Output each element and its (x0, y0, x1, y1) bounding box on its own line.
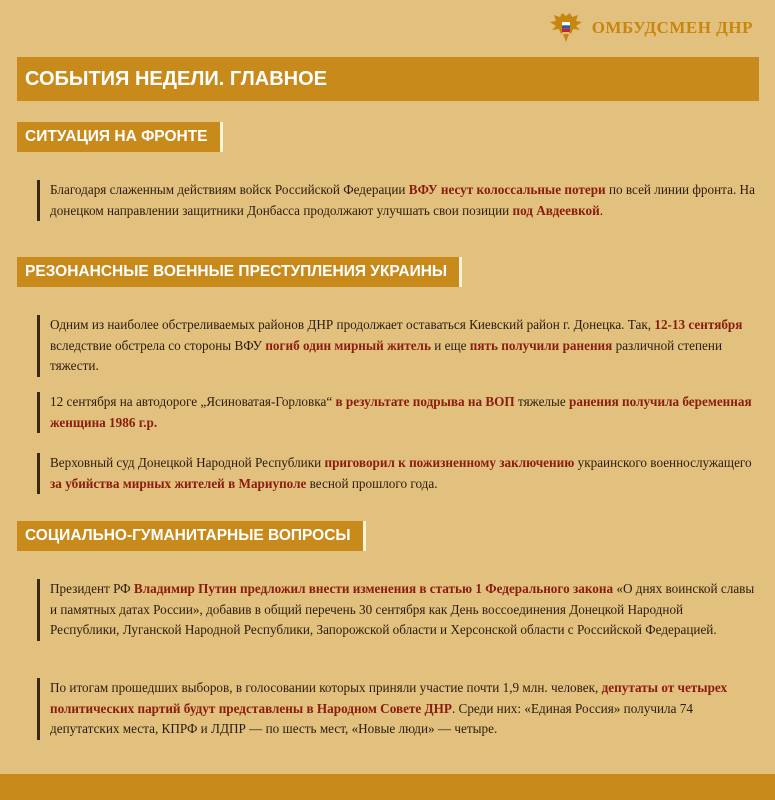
double-headed-eagle-emblem-icon (548, 12, 584, 44)
paragraph-crimes-2: 12 сентября на автодороге „Ясиноватая-Горловка“ в результате подрыва на ВОП тяжелые ранения получила беременная женщина 1986 г.р. (37, 392, 755, 433)
section-heading-social: СОЦИАЛЬНО-ГУМАНИТАРНЫЕ ВОПРОСЫ (17, 521, 366, 551)
paragraph-front-1: Благодаря слаженным действиям войск Российской Федерации ВФУ несут колоссальные потери по всей линии фронта. На донецком направлении защитники Донбасса продолжают улучшать свои позиции под Авдеевкой. (37, 180, 755, 221)
footer-bar (0, 774, 775, 800)
page-title-banner (17, 57, 759, 101)
brand (548, 12, 753, 44)
section-heading-front: СИТУАЦИЯ НА ФРОНТЕ (17, 122, 223, 152)
paragraph-crimes-1: Одним из наиболее обстреливаемых районов ДНР продолжает оставаться Киевский район г. Донецка. Так, 12-13 сентября вследствие обстрела со стороны ВФУ погиб один мирный житель и еще пять получили ранения различной степени тяжести. (37, 315, 755, 377)
paragraph-crimes-3: Верховный суд Донецкой Народной Республики приговорил к пожизненному заключению украинского военнослужащего за убийства мирных жителей в Мариуполе весной прошлого года. (37, 453, 755, 494)
paragraph-social-1: Президент РФ Владимир Путин предложил внести изменения в статью 1 Федерального закона «О днях воинской славы и памятных датах России», добавив в общий перечень 30 сентября как День воссоединения Донецкой Народной Республики, Луганской Народной Республики, Запорожской области и Херсонской области с Российской Федерацией. (37, 579, 755, 641)
section-heading-crimes: РЕЗОНАНСНЫЕ ВОЕННЫЕ ПРЕСТУПЛЕНИЯ УКРАИНЫ (17, 257, 462, 287)
page-title: СОБЫТИЯ НЕДЕЛИ. ГЛАВНОЕ (25, 67, 327, 90)
paragraph-social-2: По итогам прошедших выборов, в голосовании которых приняли участие почти 1,9 млн. человек, депутаты от четырех политических партий будут представлены в Народном Совете ДНР. Среди них: «Единая Россия» получила 74 депутатских места, КПРФ и ЛДПР — по шесть мест, «Новые люди» — четыре. (37, 678, 755, 740)
brand-name: ОМБУДСМЕН ДНР (591, 18, 753, 37)
